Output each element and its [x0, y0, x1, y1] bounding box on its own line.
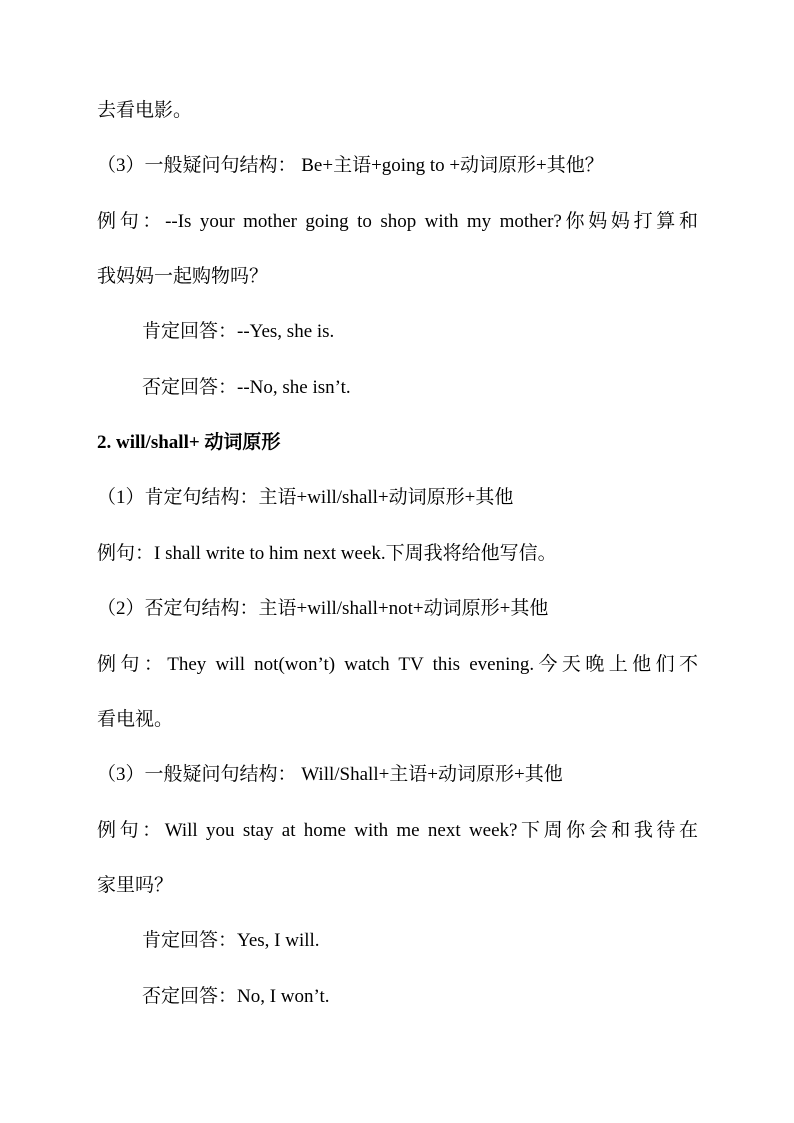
- text-line-continuation: 去看电影。: [97, 100, 193, 121]
- example-sentence-continuation: 我妈妈一起购物吗？: [97, 266, 269, 287]
- negative-answer: 否定回答：--No, she isn’t.: [142, 377, 351, 398]
- affirmative-answer: 肯定回答：--Yes, she is.: [142, 321, 335, 342]
- example-sentence: 例句：--Is your mother going to shop with my mother?你妈妈打算和: [97, 211, 698, 232]
- negative-structure-heading: （2）否定句结构：主语+will/shall+not+动词原形+其他: [97, 598, 549, 619]
- example-sentence: 例句：I shall write to him next week.下周我将给他写信。: [97, 543, 557, 564]
- question-structure-heading: （3）一般疑问句结构： Will/Shall+主语+动词原形+其他: [97, 764, 563, 785]
- example-sentence: 例句：They will not(won’t) watch TV this evening.今天晚上他们不: [97, 654, 698, 675]
- affirmative-structure-heading: （1）肯定句结构：主语+will/shall+动词原形+其他: [97, 487, 514, 508]
- affirmative-answer: 肯定回答：Yes, I will.: [142, 930, 320, 951]
- example-sentence-continuation: 看电视。: [97, 709, 174, 730]
- question-structure-heading: （3）一般疑问句结构： Be+主语+going to +动词原形+其他？: [97, 155, 604, 176]
- section-heading: 2. will/shall+ 动词原形: [97, 432, 281, 453]
- negative-answer: 否定回答：No, I won’t.: [142, 986, 330, 1007]
- example-sentence: 例句：Will you stay at home with me next week?下周你会和我待在: [97, 820, 698, 841]
- example-sentence-continuation: 家里吗？: [97, 875, 174, 896]
